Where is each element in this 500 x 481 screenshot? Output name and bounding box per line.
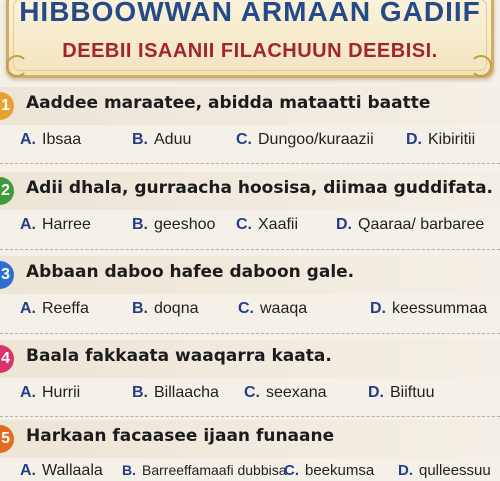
options-row (0, 216, 500, 244)
option-text: Kibiritii (428, 131, 476, 148)
option-text: Qaaraa/ barbaree (358, 216, 485, 233)
option-text: Reeffa (42, 300, 89, 317)
option-text: waaqa (260, 300, 308, 317)
question-text: Baala fakkaata waaqarra kaata. (26, 346, 332, 366)
option-letter: D. (368, 384, 384, 401)
option-text: Billaacha (154, 384, 219, 401)
option-letter: B. (132, 216, 148, 233)
option-letter: A. (20, 131, 36, 148)
option-text: Harree (42, 216, 91, 233)
option-letter: C. (236, 216, 252, 233)
question-number-badge: 1 (0, 92, 14, 120)
question-number-badge: 2 (0, 177, 14, 205)
question-number-badge: 5 (0, 425, 14, 453)
option-a[interactable] (20, 384, 80, 402)
question-number-badge: 3 (0, 261, 14, 289)
question-text: Aaddee maraatee, abidda mataatti baatte (26, 93, 431, 113)
option-b[interactable] (132, 216, 215, 234)
option-text: Biiftuu (390, 384, 435, 401)
option-a[interactable] (20, 300, 89, 318)
option-b[interactable] (122, 462, 287, 478)
option-c[interactable] (284, 462, 374, 479)
question-text: Adii dhala, gurraacha hoosisa, diimaa guddifata. (26, 178, 494, 198)
option-d[interactable] (370, 300, 487, 318)
divider (0, 333, 500, 334)
options-row (0, 300, 500, 328)
option-text: keessummaa (392, 300, 488, 317)
question-number-badge: 4 (0, 345, 14, 373)
option-c[interactable] (236, 131, 374, 149)
question-text: Harkaan facaasee ijaan funaane (26, 426, 335, 446)
option-d[interactable] (368, 384, 434, 402)
divider (0, 249, 500, 250)
option-text: geeshoo (154, 216, 216, 233)
option-c[interactable] (236, 216, 298, 234)
divider (0, 163, 500, 164)
option-letter: D. (336, 216, 352, 233)
option-letter: D. (398, 462, 413, 479)
divider (0, 416, 500, 417)
option-text: Wallaala (42, 462, 103, 479)
option-letter: D. (370, 300, 386, 317)
option-text: Ibsaa (42, 131, 82, 148)
option-text: qulleessuu (419, 462, 491, 479)
option-text: doqna (154, 300, 199, 317)
question-text: Abbaan daboo hafee daboon gale. (26, 262, 355, 282)
options-row (0, 384, 500, 412)
option-text: seexana (266, 384, 327, 401)
option-d[interactable] (398, 462, 491, 479)
option-letter: A. (20, 300, 36, 317)
option-text: Barreeffamaafi dubbisa (142, 462, 287, 478)
option-a[interactable] (20, 462, 103, 480)
option-letter: C. (244, 384, 260, 401)
option-c[interactable] (238, 300, 307, 318)
option-letter: A. (20, 384, 36, 401)
option-c[interactable] (244, 384, 327, 402)
option-text: beekumsa (305, 462, 375, 479)
option-text: Xaafii (258, 216, 299, 233)
options-row (0, 462, 500, 481)
page-subtitle: DEEBII ISAANII FILACHUUN DEEBISI. (62, 40, 438, 62)
option-b[interactable] (132, 300, 199, 318)
option-a[interactable] (20, 216, 91, 234)
option-text: Hurrii (42, 384, 81, 401)
option-b[interactable] (132, 384, 219, 402)
option-letter: C. (238, 300, 254, 317)
option-letter: B. (132, 131, 148, 148)
option-letter: C. (236, 131, 252, 148)
option-letter: B. (132, 384, 148, 401)
option-letter: A. (20, 216, 36, 233)
option-text: Dungoo/kuraazii (258, 131, 374, 148)
option-letter: B. (132, 300, 148, 317)
option-letter: A. (20, 462, 36, 479)
option-letter: C. (284, 462, 299, 479)
option-d[interactable] (336, 216, 484, 234)
page-title: HIBBOOWWAN ARMAAN GADIIF (19, 0, 481, 27)
option-b[interactable] (132, 131, 191, 149)
option-d[interactable] (406, 131, 475, 149)
option-text: Aduu (154, 131, 192, 148)
option-letter: B. (122, 462, 136, 478)
option-a[interactable] (20, 131, 81, 149)
options-row (0, 131, 500, 159)
option-letter: D. (406, 131, 422, 148)
